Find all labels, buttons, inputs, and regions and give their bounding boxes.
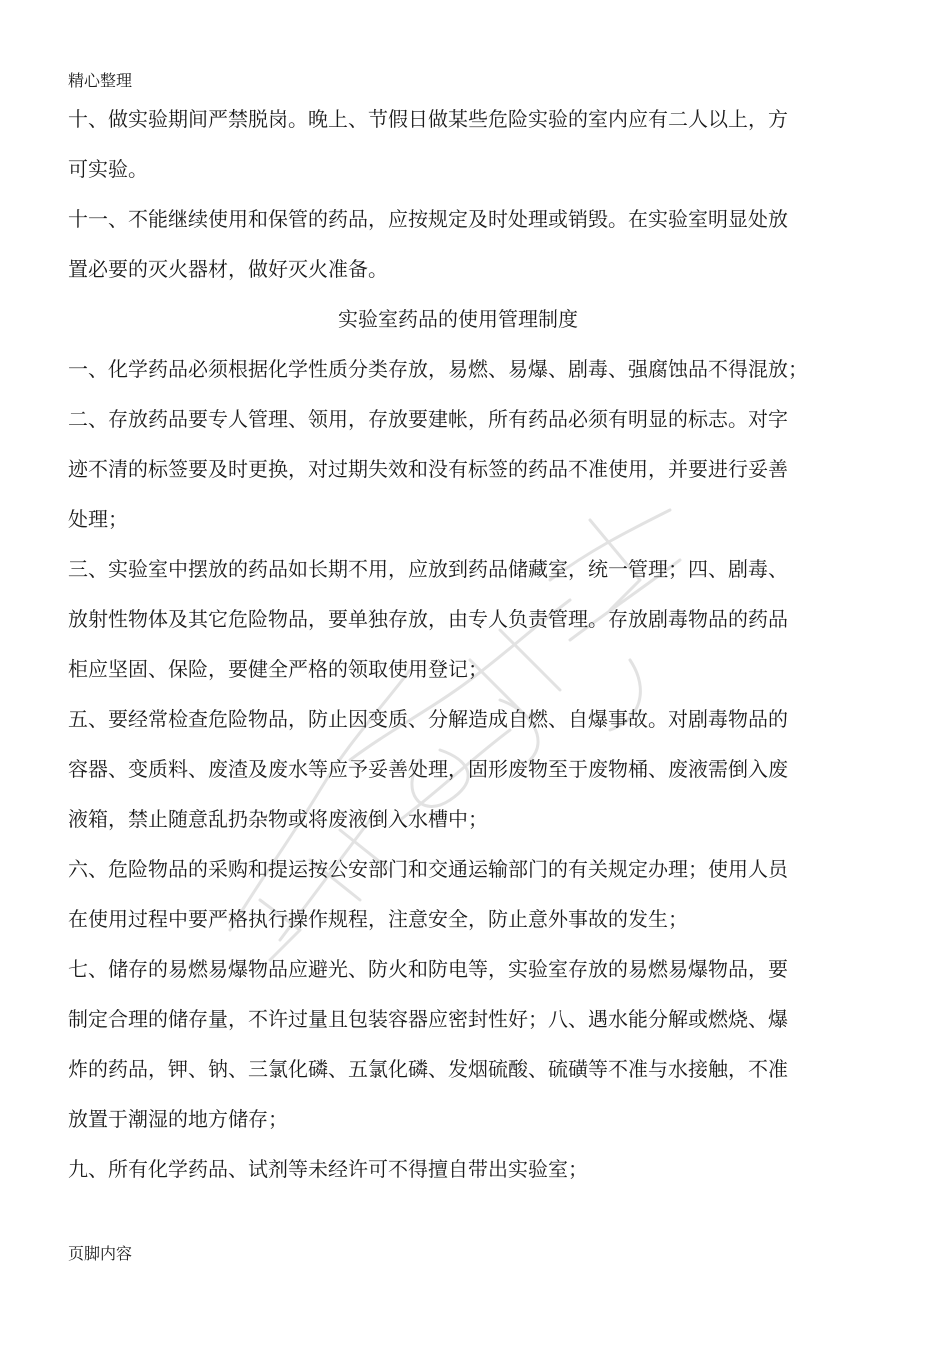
- text-line: 二、存放药品要专人管理、领用，存放要建帐，所有药品必须有明显的标志。对字: [68, 407, 788, 431]
- page-footer: 页脚内容: [68, 1244, 133, 1263]
- text-line: 处理；: [68, 507, 128, 531]
- text-line: 一、化学药品必须根据化学性质分类存放，易燃、易爆、剧毒、强腐蚀品不得混放；: [68, 357, 808, 381]
- page-header: 精心整理: [68, 71, 133, 90]
- text-line: 九、所有化学药品、试剂等未经许可不得擅自带出实验室；: [68, 1157, 588, 1181]
- text-line: 在使用过程中要严格执行操作规程，注意安全，防止意外事故的发生；: [68, 907, 688, 931]
- text-line: 三、实验室中摆放的药品如长期不用，应放到药品储藏室，统一管理；四、剧毒、: [68, 557, 788, 581]
- text-line: 六、危险物品的采购和提运按公安部门和交通运输部门的有关规定办理；使用人员: [68, 857, 788, 881]
- text-line: 放射性物体及其它危险物品，要单独存放，由专人负责管理。存放剧毒物品的药品: [68, 607, 788, 631]
- section-title: 实验室药品的使用管理制度: [338, 307, 578, 331]
- text-line: 可实验。: [68, 157, 148, 181]
- text-line: 炸的药品，钾、钠、三氯化磷、五氯化磷、发烟硫酸、硫磺等不准与水接触，不准: [68, 1057, 788, 1081]
- text-line: 迹不清的标签要及时更换，对过期失效和没有标签的药品不准使用，并要进行妥善: [68, 457, 788, 481]
- text-line: 放置于潮湿的地方储存；: [68, 1107, 288, 1131]
- text-line: 七、储存的易燃易爆物品应避光、防火和防电等，实验室存放的易燃易爆物品，要: [68, 957, 788, 981]
- text-line: 五、要经常检查危险物品，防止因变质、分解造成自燃、自爆事故。对剧毒物品的: [68, 707, 788, 731]
- document-body: [68, 94, 828, 1194]
- text-line: 液箱，禁止随意乱扔杂物或将废液倒入水槽中；: [68, 807, 488, 831]
- text-line: 置必要的灭火器材，做好灭火准备。: [68, 257, 388, 281]
- text-line: 制定合理的储存量，不许过量且包装容器应密封性好；八、遇水能分解或燃烧、爆: [68, 1007, 788, 1031]
- text-line: 柜应坚固、保险，要健全严格的领取使用登记；: [68, 657, 488, 681]
- text-line: 容器、变质料、废渣及废水等应予妥善处理，固形废物至于废物桶、废液需倒入废: [68, 757, 788, 781]
- text-line: 十、做实验期间严禁脱岗。晚上、节假日做某些危险实验的室内应有二人以上，方: [68, 107, 788, 131]
- text-line: 十一、不能继续使用和保管的药品，应按规定及时处理或销毁。在实验室明显处放: [68, 207, 788, 231]
